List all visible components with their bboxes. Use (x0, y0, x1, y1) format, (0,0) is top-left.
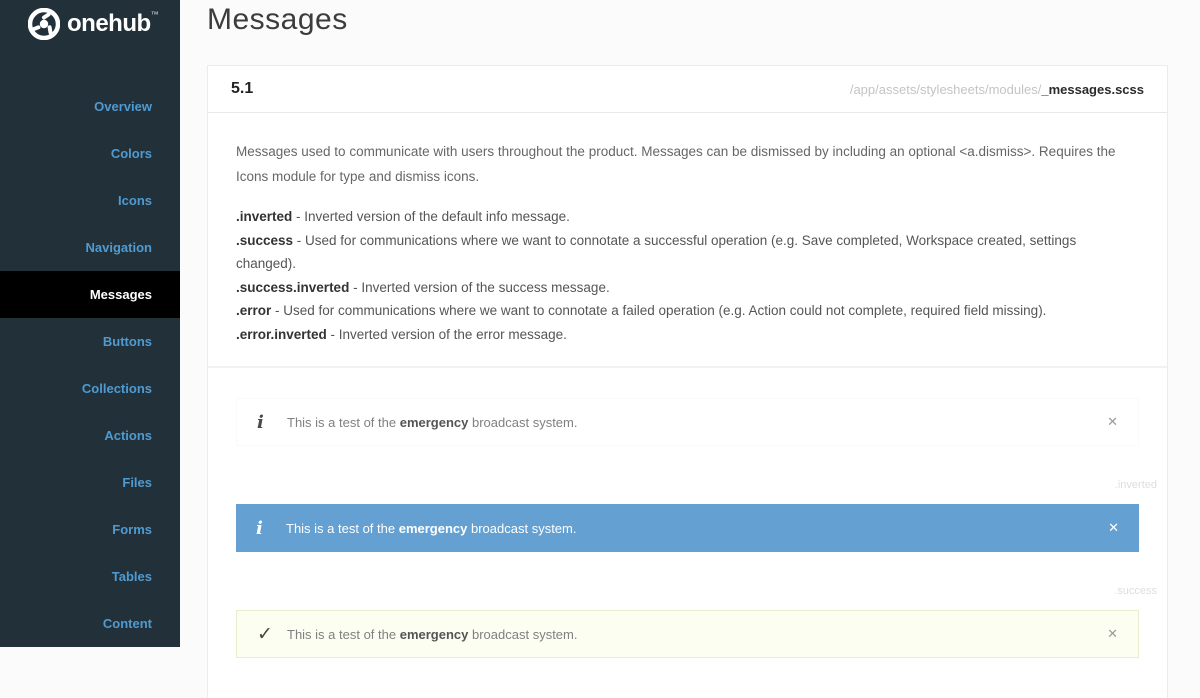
info-message (236, 398, 1139, 446)
description-paragraph: Messages used to communicate with users throughout the product. Messages can be dismissed by including an optional <a.dismiss>. Requires the Icons module for type and dismiss icons. (236, 144, 1116, 184)
onehub-logo[interactable] (0, 0, 180, 45)
info-icon: i (257, 411, 264, 433)
modifier-success: .success - Used for communications where we want to connotate a successful operation (e.g. Save completed, Workspace created, settings changed). (236, 232, 1077, 271)
dismiss-icon[interactable]: ✕ (1108, 520, 1119, 535)
message-text: This is a test of the emergency broadcast system. (286, 520, 577, 536)
variant-label-inverted: .inverted (1114, 479, 1157, 491)
sidebar-item-navigation[interactable]: Navigation (85, 240, 152, 255)
dismiss-icon[interactable]: ✕ (1107, 626, 1118, 641)
sidebar-item-files[interactable]: Files (122, 475, 152, 490)
sidebar-item-forms[interactable]: Forms (112, 522, 152, 537)
sidebar-item-colors[interactable]: Colors (110, 146, 152, 161)
checkmark-icon: ✓ (257, 623, 273, 645)
onehub-logo-text: onehub (67, 10, 151, 37)
sidebar-item-actions[interactable]: Actions (104, 428, 152, 443)
sidebar-item-tables[interactable]: Tables (111, 569, 152, 584)
info-inverted-message (236, 504, 1139, 552)
card-header (208, 66, 1167, 113)
page-title: Messages (207, 3, 348, 36)
modifier-error: .error - Used for communications where we want to connotate a failed operation (e.g. Action could not complete, required field missing). (236, 303, 1047, 318)
file-path-directory: /app/assets/stylesheets/modules/ (849, 81, 1042, 97)
sidebar-item-buttons[interactable]: Buttons (102, 334, 152, 349)
file-path (850, 82, 1144, 97)
card-description (208, 113, 1167, 366)
section-number: 5.1 (231, 80, 254, 97)
logo-trademark: ™ (150, 10, 159, 19)
message-text: This is a test of the emergency broadcast system. (287, 414, 578, 430)
file-path-filename: _messages.scss (1041, 81, 1144, 97)
messages-module-card (207, 65, 1168, 698)
message-text: This is a test of the emergency broadcast system. (287, 626, 578, 642)
dismiss-icon[interactable]: ✕ (1107, 414, 1118, 429)
modifier-error-inverted: .error.inverted - Inverted version of the error message. (236, 326, 567, 342)
sidebar (0, 0, 180, 647)
modifier-success-inverted: .success.inverted - Inverted version of the success message. (236, 279, 610, 295)
sidebar-item-content[interactable]: Content (102, 616, 152, 631)
example-messages-section (208, 366, 1167, 698)
sidebar-item-overview[interactable]: Overview (94, 99, 152, 114)
sidebar-item-messages[interactable]: Messages (0, 271, 180, 318)
sidebar-item-icons[interactable]: Icons (118, 193, 152, 208)
modifier-inverted: .inverted - Inverted version of the default info message. (236, 209, 570, 224)
sidebar-nav (0, 83, 180, 647)
sidebar-item-collections[interactable]: Collections (81, 381, 152, 396)
onehub-logo-icon (28, 8, 60, 45)
main-content (180, 0, 1200, 647)
success-message (236, 610, 1139, 658)
variant-label-success: .success (1114, 585, 1157, 597)
info-icon: i (256, 517, 263, 539)
